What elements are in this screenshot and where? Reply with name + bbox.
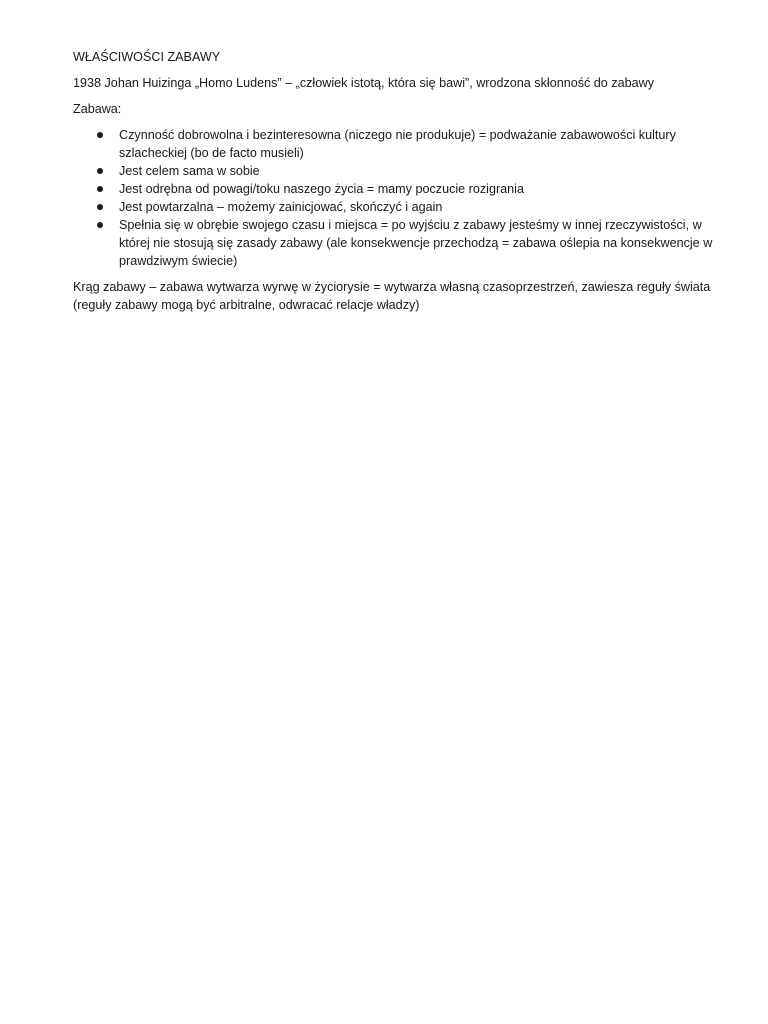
section-label: Zabawa: — [73, 102, 122, 116]
bullet-icon — [97, 186, 103, 192]
list-item-text: Jest powtarzalna – możemy zainicjować, skończyć i again — [119, 200, 443, 214]
list-item — [73, 180, 723, 198]
list-item — [73, 162, 723, 180]
list-item-text: Jest odrębna od powagi/toku naszego życia = mamy poczucie rozigrania — [119, 182, 524, 196]
bullet-list — [73, 126, 723, 270]
closing-paragraph: Krąg zabawy – zabawa wytwarza wyrwę w życiorysie = wytwarza własną czasoprzestrzeń, zawiesza reguły świata (reguły zabawy mogą być arbitralne, odwracać relacje władzy) — [73, 280, 711, 312]
list-item — [73, 126, 723, 162]
list-item — [73, 216, 723, 270]
bullet-icon — [97, 204, 103, 210]
intro-paragraph: 1938 Johan Huizinga „Homo Ludens” – „człowiek istotą, która się bawi”, wrodzona skłonność do zabawy — [73, 76, 655, 90]
list-item — [73, 198, 723, 216]
bullet-icon — [97, 132, 103, 138]
bullet-icon — [97, 168, 103, 174]
list-item-text: Czynność dobrowolna i bezinteresowna (niczego nie produkuje) = podważanie zabawowości kultury szlacheckiej (bo de facto musieli) — [119, 128, 676, 160]
list-item-text: Jest celem sama w sobie — [119, 164, 260, 178]
document-title: WŁAŚCIWOŚCI ZABAWY — [73, 50, 221, 64]
bullet-icon — [97, 222, 103, 228]
list-item-text: Spełnia się w obrębie swojego czasu i miejsca = po wyjściu z zabawy jesteśmy w innej rzeczywistości, w której nie stosują się zasady zabawy (ale konsekwencje przechodzą = zabawa oślepia na konsekwencje w prawdziwym świecie) — [119, 218, 713, 268]
document-page — [73, 48, 723, 314]
